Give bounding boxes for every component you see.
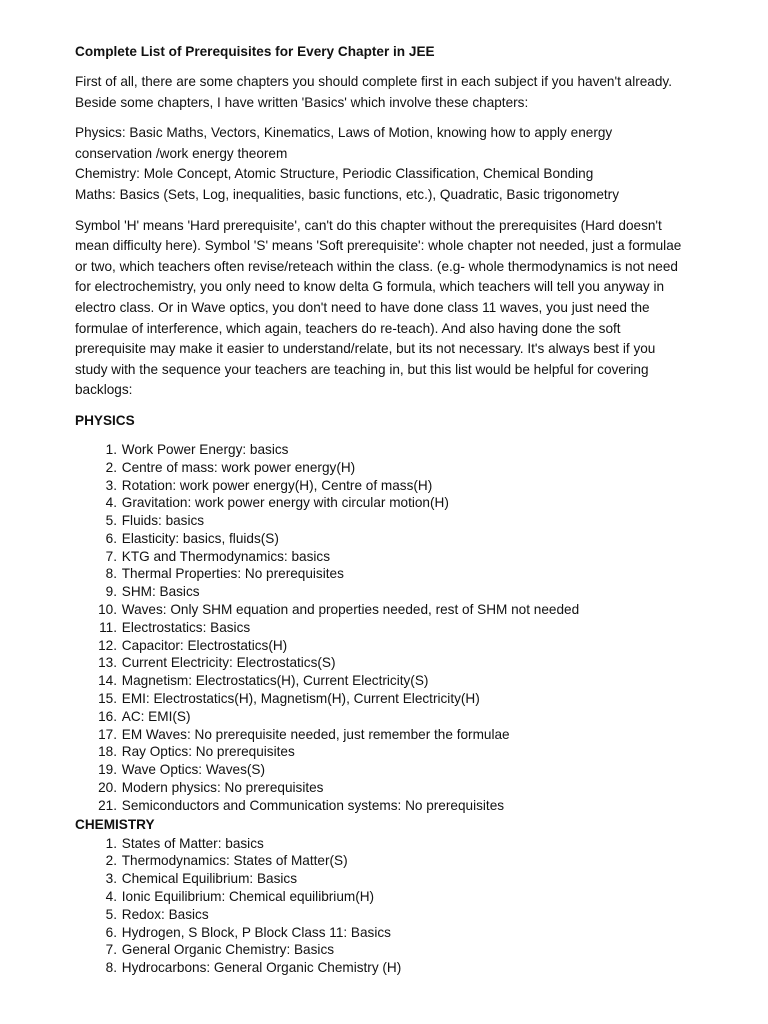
list-item-number: 1. — [105, 835, 117, 851]
document-title: Complete List of Prerequisites for Every Chapter in JEE — [75, 44, 435, 59]
list-item-number: 6. — [105, 530, 117, 546]
list-item-text: SHM: Basics — [121, 584, 200, 600]
list-item-number: 8. — [105, 566, 117, 582]
basics-line: Physics: Basic Maths, Vectors, Kinematics, Laws of Motion, knowing how to apply energy — [75, 125, 613, 141]
symbols-line: Symbol 'H' means 'Hard prerequisite', can't do this chapter without the prerequisites (Hard doesn't — [75, 217, 662, 233]
list-item — [75, 601, 700, 619]
chemistry-chapter-list — [75, 835, 700, 977]
list-item — [75, 565, 700, 583]
list-item — [75, 654, 700, 672]
list-item-number: 18. — [98, 744, 117, 760]
symbols-line: for electrochemistry, you only need to know delta G formula, which teachers will tell you anyway in — [75, 279, 665, 295]
list-item-text: General Organic Chemistry: Basics — [121, 942, 335, 958]
list-item — [75, 690, 700, 708]
symbols-line: prerequisite may make it easier to understand/relate, but its not necessary. It's always best if you — [75, 341, 656, 357]
intro-line: First of all, there are some chapters you should complete first in each subject if you haven't already. — [75, 74, 672, 89]
intro-line: Beside some chapters, I have written 'Basics' which involve these chapters: — [75, 94, 529, 110]
list-item-text: Centre of mass: work power energy(H) — [121, 459, 356, 475]
list-item — [75, 779, 700, 797]
list-item-number: 14. — [98, 673, 117, 689]
list-item-number: 6. — [105, 924, 117, 940]
list-item-number: 4. — [105, 495, 117, 511]
basics-paragraph — [75, 123, 700, 205]
chemistry-heading: CHEMISTRY — [75, 816, 155, 832]
list-item-text: States of Matter: basics — [121, 835, 264, 851]
physics-heading: PHYSICS — [75, 412, 135, 428]
symbols-line: backlogs: — [75, 382, 133, 398]
list-item-number: 11. — [99, 619, 117, 635]
list-item-text: EM Waves: No prerequisite needed, just remember the formulae — [121, 726, 510, 742]
list-item-text: AC: EMI(S) — [121, 708, 191, 724]
list-item-text: Electrostatics: Basics — [121, 619, 251, 635]
list-item-text: Chemical Equilibrium: Basics — [121, 871, 298, 887]
list-item-number: 5. — [105, 906, 117, 922]
list-item-number: 13. — [98, 655, 117, 671]
list-item — [75, 743, 700, 761]
list-item-text: Wave Optics: Waves(S) — [121, 762, 266, 778]
list-item-number: 7. — [105, 942, 117, 958]
list-item — [75, 941, 700, 959]
list-item-text: Work Power Energy: basics — [121, 441, 289, 457]
list-item-number: 15. — [98, 691, 117, 707]
list-item — [75, 477, 700, 495]
symbols-line: study with the sequence your teachers are teaching in, but this list would be helpful for covering — [75, 361, 649, 377]
list-item — [75, 726, 700, 744]
list-item — [75, 441, 700, 459]
list-item — [75, 583, 700, 601]
symbols-line: formulae of interference, which again, teachers do re-teach). And also having done the soft — [75, 320, 621, 336]
list-item — [75, 797, 700, 815]
list-item-text: Ionic Equilibrium: Chemical equilibrium(H) — [121, 889, 375, 905]
list-item-number: 1. — [105, 441, 117, 457]
list-item-number: 5. — [105, 513, 117, 529]
intro-paragraph — [75, 72, 700, 113]
list-item-text: Gravitation: work power energy with circular motion(H) — [121, 495, 449, 511]
list-item-number: 19. — [98, 762, 117, 778]
list-item — [75, 888, 700, 906]
symbols-line: mean difficulty here). Symbol 'S' means 'Soft prerequisite': whole chapter not needed, just a formulae — [75, 238, 682, 254]
list-item-text: Magnetism: Electrostatics(H), Current Electricity(S) — [121, 673, 429, 689]
list-item — [75, 530, 700, 548]
list-item-number: 4. — [105, 889, 117, 905]
list-item-text: Elasticity: basics, fluids(S) — [121, 530, 279, 546]
list-item-text: Current Electricity: Electrostatics(S) — [121, 655, 336, 671]
list-item-text: Ray Optics: No prerequisites — [121, 744, 295, 760]
list-item-number: 9. — [105, 584, 117, 600]
list-item-text: Thermodynamics: States of Matter(S) — [121, 853, 348, 869]
list-item-number: 8. — [105, 960, 117, 976]
list-item-number: 21. — [98, 797, 117, 813]
symbols-line: electro class. Or in Wave optics, you don't need to have done class 11 waves, you just need the — [75, 299, 650, 315]
symbols-line: or two, which teachers often revise/reteach within the class. (e.g- whole thermodynamics is not need — [75, 258, 678, 274]
list-item-text: Redox: Basics — [121, 906, 209, 922]
list-item-number: 10. — [98, 602, 117, 618]
basics-line: Maths: Basics (Sets, Log, inequalities, basic functions, etc.), Quadratic, Basic trigonometry — [75, 186, 619, 202]
list-item-text: KTG and Thermodynamics: basics — [121, 548, 331, 564]
basics-line: Chemistry: Mole Concept, Atomic Structure, Periodic Classification, Chemical Bonding — [75, 166, 594, 182]
basics-line: conservation /work energy theorem — [75, 145, 288, 161]
list-item — [75, 637, 700, 655]
list-item-text: Rotation: work power energy(H), Centre of mass(H) — [121, 477, 433, 493]
symbols-paragraph — [75, 216, 700, 401]
list-item-number: 2. — [105, 459, 117, 475]
list-item — [75, 870, 700, 888]
list-item-text: Hydrogen, S Block, P Block Class 11: Basics — [121, 924, 391, 940]
list-item — [75, 459, 700, 477]
list-item-number: 3. — [105, 871, 117, 887]
list-item — [75, 835, 700, 853]
list-item — [75, 672, 700, 690]
list-item-number: 2. — [105, 853, 117, 869]
document-page — [75, 42, 700, 977]
list-item-number: 17. — [98, 726, 117, 742]
list-item — [75, 708, 700, 726]
physics-chapter-list — [75, 441, 700, 815]
list-item — [75, 924, 700, 942]
list-item-number: 3. — [105, 477, 117, 493]
list-item-number: 20. — [98, 780, 117, 796]
list-item-number: 12. — [98, 637, 117, 653]
list-item-text: Fluids: basics — [121, 513, 205, 529]
list-item-text: Modern physics: No prerequisites — [121, 780, 324, 796]
list-item — [75, 761, 700, 779]
list-item — [75, 959, 700, 977]
list-item-number: 7. — [105, 548, 117, 564]
list-item — [75, 548, 700, 566]
list-item-text: Semiconductors and Communication systems: No prerequisites — [121, 797, 505, 813]
list-item-text: Hydrocarbons: General Organic Chemistry (H) — [121, 960, 402, 976]
list-item — [75, 619, 700, 637]
list-item-number: 16. — [98, 708, 117, 724]
list-item-text: Waves: Only SHM equation and properties needed, rest of SHM not needed — [121, 602, 580, 618]
list-item — [75, 852, 700, 870]
list-item-text: Thermal Properties: No prerequisites — [121, 566, 344, 582]
list-item-text: Capacitor: Electrostatics(H) — [121, 637, 288, 653]
list-item — [75, 512, 700, 530]
list-item — [75, 494, 700, 512]
list-item — [75, 906, 700, 924]
list-item-text: EMI: Electrostatics(H), Magnetism(H), Current Electricity(H) — [121, 691, 480, 707]
